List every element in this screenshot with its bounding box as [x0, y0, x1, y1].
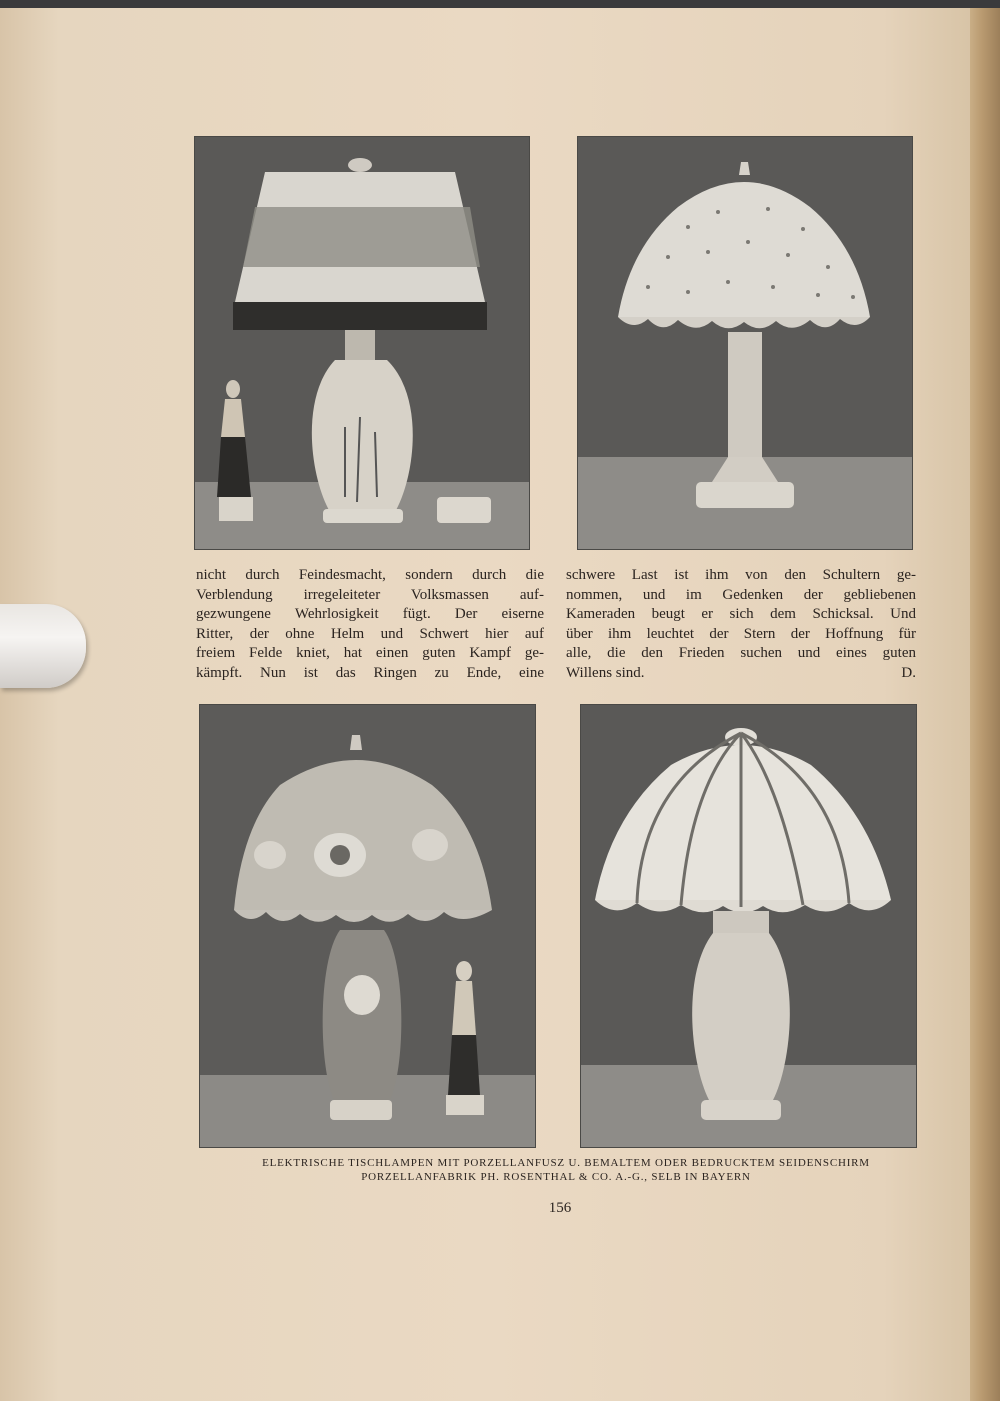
photo-lamp-floral-drum-shade [194, 136, 530, 550]
lamp-illustration-3 [200, 705, 535, 1147]
paper-clip [0, 604, 86, 688]
lamp-illustration-4 [581, 705, 916, 1147]
text-line: Ritter, der ohne Helm und Schwert hier auf [196, 625, 544, 642]
text-line: Verblendung irregeleiteter Volksmassen auf- [196, 586, 544, 603]
page-number: 156 [548, 1200, 572, 1216]
text-line: alle, die den Frieden suchen und eines guten [566, 645, 916, 662]
lamp-illustration-1 [195, 137, 529, 549]
closing-line [566, 664, 916, 684]
text-line: nicht durch Feindesmacht, sondern durch die [196, 567, 544, 583]
text-line: schwere Last ist ihm von den Schultern ge- [566, 567, 916, 583]
text-line: freiem Felde kniet, hat einen guten Kampf ge- [196, 645, 544, 662]
text-line: Willens sind. [566, 664, 645, 681]
text-line: über ihm leuchtet der Stern der Hoffnung für [566, 625, 916, 642]
text-line: Kameraden beugt er sich dem Schicksal. Und [566, 606, 916, 623]
lamp-illustration-2 [578, 137, 912, 549]
photo-lamp-paneled-white-shade [580, 704, 917, 1148]
author-signature: D. [901, 664, 916, 681]
caption-manufacturer: PORZELLANFABRIK PH. ROSENTHAL & CO. A.-G., SELB IN BAYERN [361, 1171, 751, 1183]
photo-lamp-sprig-dome-shade [577, 136, 913, 550]
photo-lamp-patterned-dome-shade [199, 704, 536, 1148]
text-line: kämpft. Nun ist das Ringen zu Ende, eine [196, 664, 544, 681]
text-column-right [566, 566, 916, 684]
text-line: gezwungene Wehrlosigkeit fügt. Der eiserne [196, 606, 544, 623]
page-stack-edge [970, 8, 1000, 1401]
text-column-left [196, 566, 544, 684]
text-line: nommen, und im Gedenken der gebliebenen [566, 586, 916, 603]
caption-title: ELEKTRISCHE TISCHLAMPEN MIT PORZELLANFUSZ U. BEMALTEM ODER BEDRUCKTEM SEIDENSCHIRM [262, 1157, 870, 1169]
